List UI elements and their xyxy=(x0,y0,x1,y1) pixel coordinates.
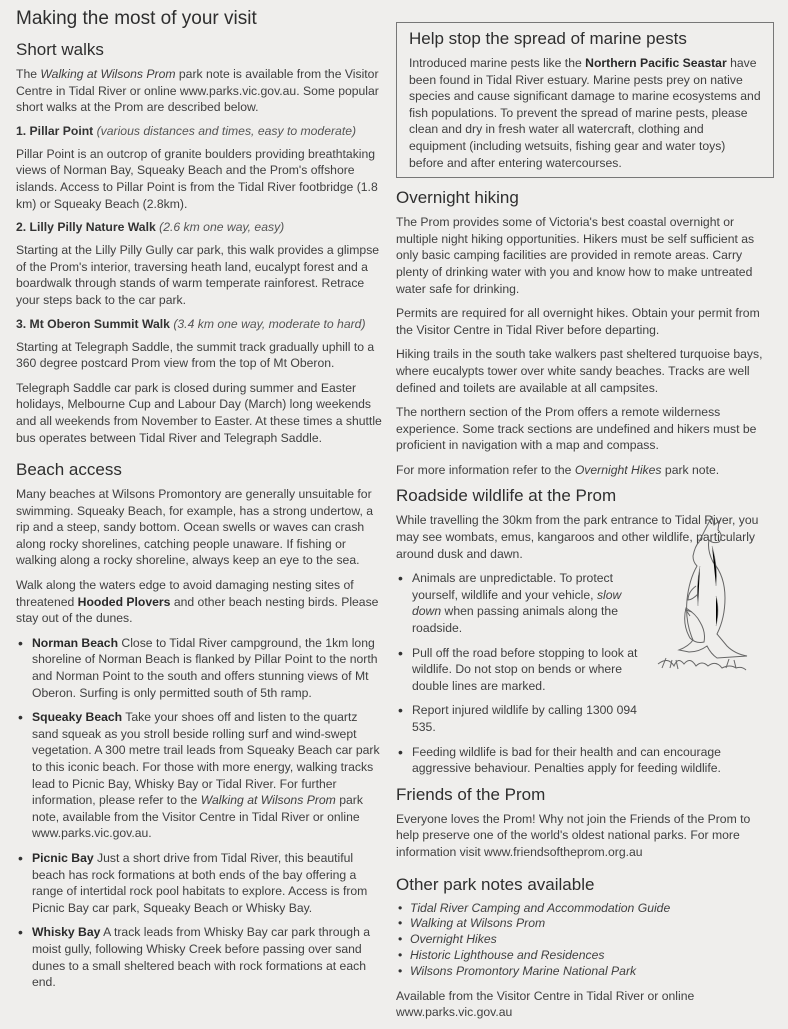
walk-3-title: 3. Mt Oberon Summit Walk (3.4 km one way, moderate to hard) xyxy=(16,316,366,331)
list-item: • Pull off the road before stopping to look at wildlife. Do not stop on bends or where double lines are marked. xyxy=(396,645,644,695)
short-walks-intro: The Walking at Wilsons Prom park note is available from the Visitor Centre in Tidal River or online www.parks.vic.gov.au. Some popular short walks at the Prom are described below. xyxy=(16,67,379,115)
walk-2-text: Starting at the Lilly Pilly Gully car park, this walk provides a glimpse of the Prom's interior, traversing heath land, eucalypt forest and a boardwalk through stands of warm temperate rainforest. Retrace your steps back to the car park. xyxy=(16,243,380,307)
list-item: • Wilsons Promontory Marine National Park xyxy=(396,964,774,980)
list-item: • Overnight Hikes xyxy=(396,932,774,948)
overnight-text-1: The Prom provides some of Victoria's best coastal overnight or multiple night hiking opportunities. Hikers must be self sufficient as only basic camping facilities are provided in remote areas. Carry plenty of drinking water with you and know how to make untreated water safe for drinking. xyxy=(396,215,755,296)
walk-1-title: 1. Pillar Point (various distances and times, easy to moderate) xyxy=(16,123,357,138)
walk-3-text: Starting at Telegraph Saddle, the summit track gradually uphill to a 360 degree postcard Prom view from the top of Mt Oberon. xyxy=(16,339,375,371)
list-item: • Tidal River Camping and Accommodation Guide xyxy=(396,901,774,917)
list-item: • Norman Beach Close to Tidal River campground, the 1km long shoreline of Norman Beach is flanked by Pillar Point to the north and Norman Point to the south and offers stunning views of Mt Oberon. Surfing is only permitted south of 5th ramp. xyxy=(16,635,384,701)
short-walks-heading: Short walks xyxy=(16,40,104,59)
overnight-heading: Overnight hiking xyxy=(396,188,519,208)
wildlife-heading: Roadside wildlife at the Prom xyxy=(396,486,617,506)
beach-access-heading: Beach access xyxy=(16,460,122,480)
marine-pests-text: Introduced marine pests like the Northern Pacific Seastar have been found in Tidal River estuary. Marine pests prey on native species and cause significant damage to marine ecosystems and fish populations. To prevent the spread of marine pests, please clean and dry in fresh water all watercraft, clothing and equipment (including wetsuits, fishing gear and water toys) before and after entering watercourses. xyxy=(409,56,761,170)
marine-pests-heading: Help stop the spread of marine pests xyxy=(409,29,687,48)
friends-heading: Friends of the Prom xyxy=(396,784,546,804)
beach-list xyxy=(16,635,384,991)
list-item: • Walking at Wilsons Prom xyxy=(396,916,774,932)
page-title: Making the most of your visit xyxy=(16,8,257,29)
walk-3-text-2: Telegraph Saddle car park is closed during summer and Easter holidays, Melbourne Cup and Labour Day (March) long weekends and all weekends from November to Easter. At these times a shuttle bus operates between Tidal River and Telegraph Saddle. xyxy=(16,380,382,445)
overnight-text-2: Permits are required for all overnight hikes. Obtain your permit from the Visitor Centre in Tidal River before departing. xyxy=(396,306,760,337)
wildlife-section xyxy=(396,486,774,776)
walk-2-title: 2. Lilly Pilly Nature Walk (2.6 km one way, easy) xyxy=(16,220,285,235)
walk-1-text: Pillar Point is an outcrop of granite boulders providing breathtaking views of Norman Bay, Squeaky Beach and the Prom's offshore islands. Access to Pillar Point is from the Tidal River footbridge (1.8 km) or Squeaky Beach (2.8km). xyxy=(16,146,378,211)
list-item: • Animals are unpredictable. To protect yourself, wildlife and your vehicle, slow down when passing animals along the roadside. xyxy=(396,570,644,636)
park-notes-list xyxy=(396,901,774,980)
overnight-text-5: For more information refer to the Overnight Hikes park note. xyxy=(396,462,720,477)
list-item: • Whisky Bay A track leads from Whisky Bay car park through a moist gully, following Whisky Creek before passing over sand dunes to a small sheltered beach with rock formations at each end. xyxy=(16,924,384,990)
left-column xyxy=(16,0,384,999)
park-notes-footer: Available from the Visitor Centre in Tidal River or online www.parks.vic.gov.au xyxy=(396,988,695,1020)
list-item: • Picnic Bay Just a short drive from Tidal River, this beautiful beach has rock formations at both ends of the bay offering a range of intertidal rock pool habitats to explore. Access is from Picnic Bay car park, Squeaky Beach or Whisky Bay. xyxy=(16,850,384,916)
list-item: • Report injured wildlife by calling 1300 094 535. xyxy=(396,702,644,735)
list-item: • Squeaky Beach Take your shoes off and listen to the quartz sand squeak as you stroll beside rolling surf and wind-swept vegetation. A 300 metre trail leads from Squeaky Beach car park to this iconic beach. For those with more energy, walking tracks lead to Picnic Bay, Whisky Bay or Tidal River. For further information, please refer to the Walking at Wilsons Prom park note, available from the Visitor Centre in Tidal River or online www.parks.vic.gov.au. xyxy=(16,709,384,842)
wildlife-intro: While travelling the 30km from the park entrance to Tidal River, you may see wombats, emus, kangaroos and other wildlife, particularly around dusk and dawn. xyxy=(396,513,759,561)
overnight-text-4: The northern section of the Prom offers a remote wilderness experience. Some track sections are undefined and hikers must be proficient in navigation with a map and compass. xyxy=(396,405,757,453)
other-notes-heading: Other park notes available xyxy=(396,874,595,894)
friends-text: Everyone loves the Prom! Why not join the Friends of the Prom to help preserve one of the world's oldest national parks. For more information visit www.friendsoftheprom.org.au xyxy=(396,811,751,859)
plovers-text: Walk along the waters edge to avoid damaging nesting sites of threatened Hooded Plovers and other beach nesting birds. Please stay out of the dunes. xyxy=(16,578,379,626)
list-item: • Feeding wildlife is bad for their health and can encourage aggressive behaviour. Penalties apply for feeding wildlife. xyxy=(396,744,774,777)
kangaroo-illustration xyxy=(656,516,748,676)
beach-access-text: Many beaches at Wilsons Promontory are generally unsuitable for swimming. Squeaky Beach, for example, has a strong undertow, a rip and a steep, sandy bottom. Ocean swells or waves can crash along rocky shorelines, catching people unaware. If fishing or walking along a rocky shoreline, always keep an eye to the sea. xyxy=(16,487,374,568)
marine-pests-box xyxy=(396,22,774,178)
list-item: • Historic Lighthouse and Residences xyxy=(396,948,774,964)
overnight-text-3: Hiking trails in the south take walkers past sheltered turquoise bays, where eucalypts tower over white sandy beaches. Tracks are well defined and toilets are available at all campsites. xyxy=(396,347,763,395)
right-column xyxy=(396,0,774,1029)
